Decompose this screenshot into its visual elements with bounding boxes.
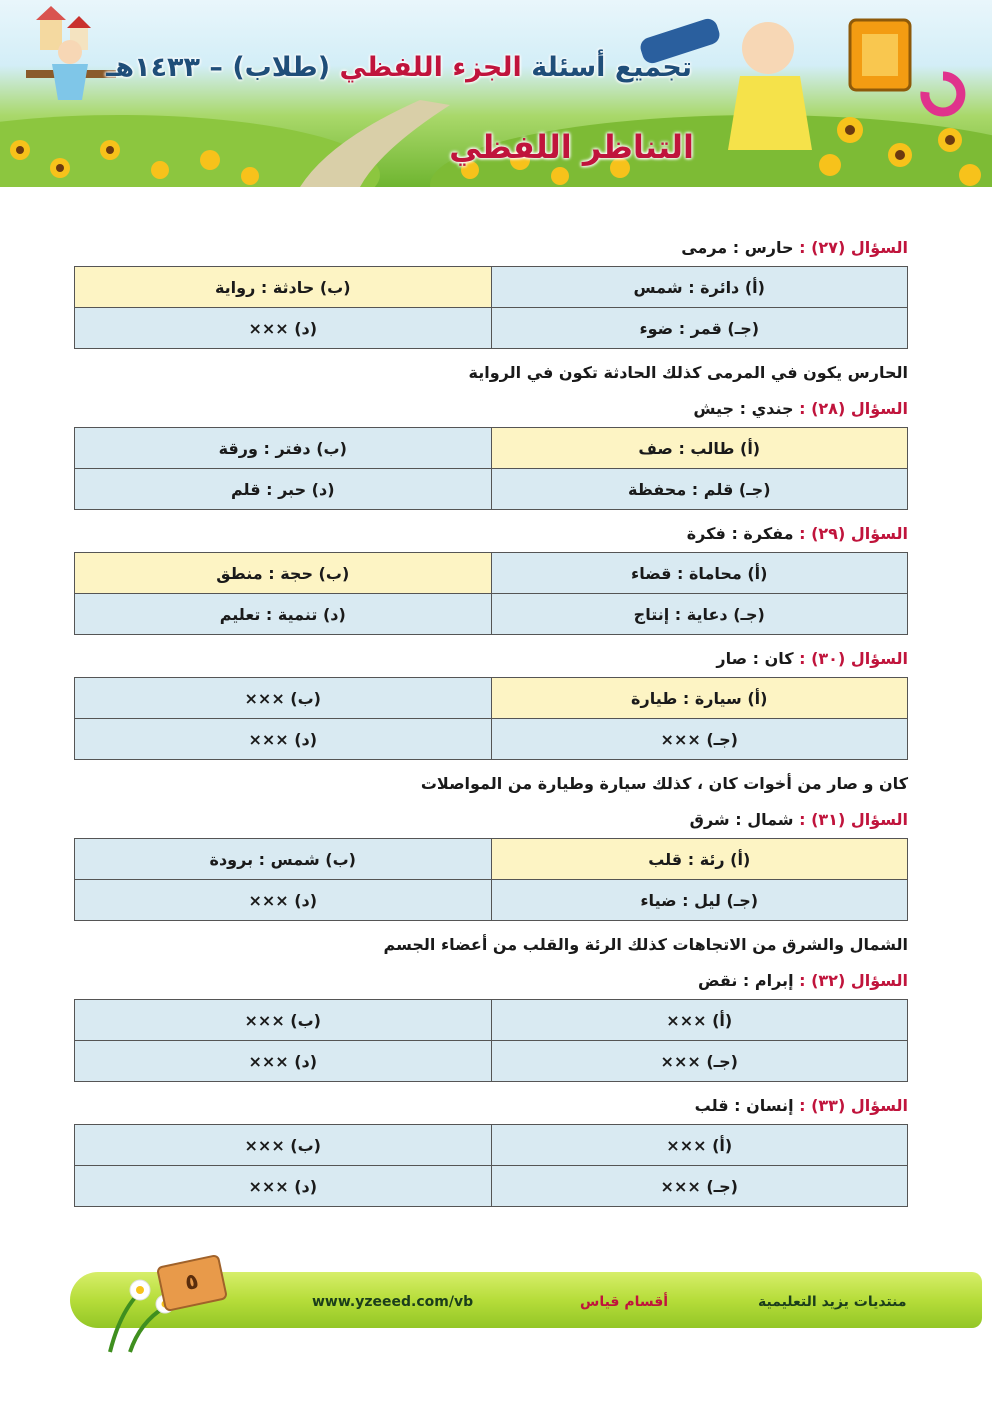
options-row (75, 594, 908, 635)
question-number: السؤال (٣٢) : (799, 971, 908, 990)
option-d[interactable]: (د) ××× (75, 1041, 492, 1082)
question-number: السؤال (٣٣) : (799, 1096, 908, 1115)
title-part1: تجميع أسئلة (531, 52, 692, 83)
option-b[interactable]: (ب) ××× (75, 678, 492, 719)
answer-options-table (74, 838, 908, 921)
question-number: السؤال (٣٠) : (799, 649, 908, 668)
option-c[interactable]: (جـ) ××× (491, 719, 908, 760)
option-d[interactable]: (د) ××× (75, 880, 492, 921)
option-b[interactable]: (ب) حادثة : رواية (75, 267, 492, 308)
question-header (74, 391, 908, 427)
explanation: الحارس يكون في المرمى كذلك الحادثة تكون في الرواية (468, 363, 908, 382)
option-c[interactable]: (جـ) ××× (491, 1166, 908, 1207)
option-a[interactable]: (أ) ××× (491, 1000, 908, 1041)
options-row (75, 880, 908, 921)
question-number: السؤال (٢٧) : (799, 238, 908, 257)
question-header (74, 516, 908, 552)
title-part2: الجزء اللفظي (339, 52, 522, 83)
section-subtitle: التناظر اللفظي (449, 128, 694, 166)
option-a[interactable]: (أ) دائرة : شمس (491, 267, 908, 308)
option-d[interactable]: (د) تنمية : تعليم (75, 594, 492, 635)
question-pair: كان : صار (716, 649, 794, 668)
options-row (75, 839, 908, 880)
page-number: ٥ (156, 1254, 228, 1312)
option-c[interactable]: (جـ) قلم : محفظة (491, 469, 908, 510)
option-c[interactable]: (جـ) ليل : ضياء (491, 880, 908, 921)
options-row (75, 553, 908, 594)
option-c[interactable]: (جـ) دعاية : إنتاج (491, 594, 908, 635)
footer-url[interactable]: www.yzeeed.com/vb (312, 1294, 474, 1310)
options-row (75, 1041, 908, 1082)
options-row (75, 678, 908, 719)
answer-options-table (74, 552, 908, 635)
page-title (106, 52, 692, 83)
question-pair: جندي : جيش (693, 399, 794, 418)
question-header (74, 963, 908, 999)
header-banner (0, 0, 992, 187)
explanation: الشمال والشرق من الاتجاهات كذلك الرئة والقلب من أعضاء الجسم (383, 935, 908, 954)
options-row (75, 719, 908, 760)
options-row (75, 1125, 908, 1166)
answer-options-table (74, 427, 908, 510)
option-d[interactable]: (د) ××× (75, 719, 492, 760)
answer-options-table (74, 266, 908, 349)
option-a[interactable]: (أ) سيارة : طيارة (491, 678, 908, 719)
question-header (74, 802, 908, 838)
title-part3: (طلاب) – ١٤٣٣هـ (106, 52, 331, 83)
options-row (75, 1000, 908, 1041)
option-b[interactable]: (ب) دفتر : ورقة (75, 428, 492, 469)
question-number: السؤال (٢٩) : (799, 524, 908, 543)
answer-options-table (74, 999, 908, 1082)
options-row (75, 1166, 908, 1207)
footer-section: أقسام قياس (580, 1294, 669, 1310)
question-number: السؤال (٣١) : (799, 810, 908, 829)
option-b[interactable]: (ب) حجة : منطق (75, 553, 492, 594)
option-c[interactable]: (جـ) ××× (491, 1041, 908, 1082)
questions-list (74, 230, 908, 1213)
option-b[interactable]: (ب) ××× (75, 1125, 492, 1166)
option-b[interactable]: (ب) شمس : برودة (75, 839, 492, 880)
question-pair: حارس : مرمى (681, 238, 794, 257)
option-d[interactable]: (د) حبر : قلم (75, 469, 492, 510)
question-pair: مفكرة : فكرة (686, 524, 794, 543)
explanation: كان و صار من أخوات كان ، كذلك سيارة وطيارة من المواصلات (420, 774, 908, 793)
options-row (75, 428, 908, 469)
option-a[interactable]: (أ) طالب : صف (491, 428, 908, 469)
question-pair: إبرام : نقض (698, 971, 794, 990)
option-d[interactable]: (د) ××× (75, 308, 492, 349)
question-pair: شمال : شرق (689, 810, 794, 829)
options-row (75, 469, 908, 510)
option-d[interactable]: (د) ××× (75, 1166, 492, 1207)
footer (0, 1252, 992, 1362)
question-pair: إنسان : قلب (694, 1096, 794, 1115)
question-header (74, 1088, 908, 1124)
option-a[interactable]: (أ) رئة : قلب (491, 839, 908, 880)
option-a[interactable]: (أ) ××× (491, 1125, 908, 1166)
answer-options-table (74, 1124, 908, 1207)
question-header (74, 641, 908, 677)
option-a[interactable]: (أ) محاماة : قضاء (491, 553, 908, 594)
question-number: السؤال (٢٨) : (799, 399, 908, 418)
option-b[interactable]: (ب) ××× (75, 1000, 492, 1041)
answer-options-table (74, 677, 908, 760)
option-c[interactable]: (جـ) قمر : ضوء (491, 308, 908, 349)
options-row (75, 267, 908, 308)
question-header (74, 230, 908, 266)
footer-site-name: منتديات يزيد التعليمية (758, 1294, 907, 1310)
options-row (75, 308, 908, 349)
